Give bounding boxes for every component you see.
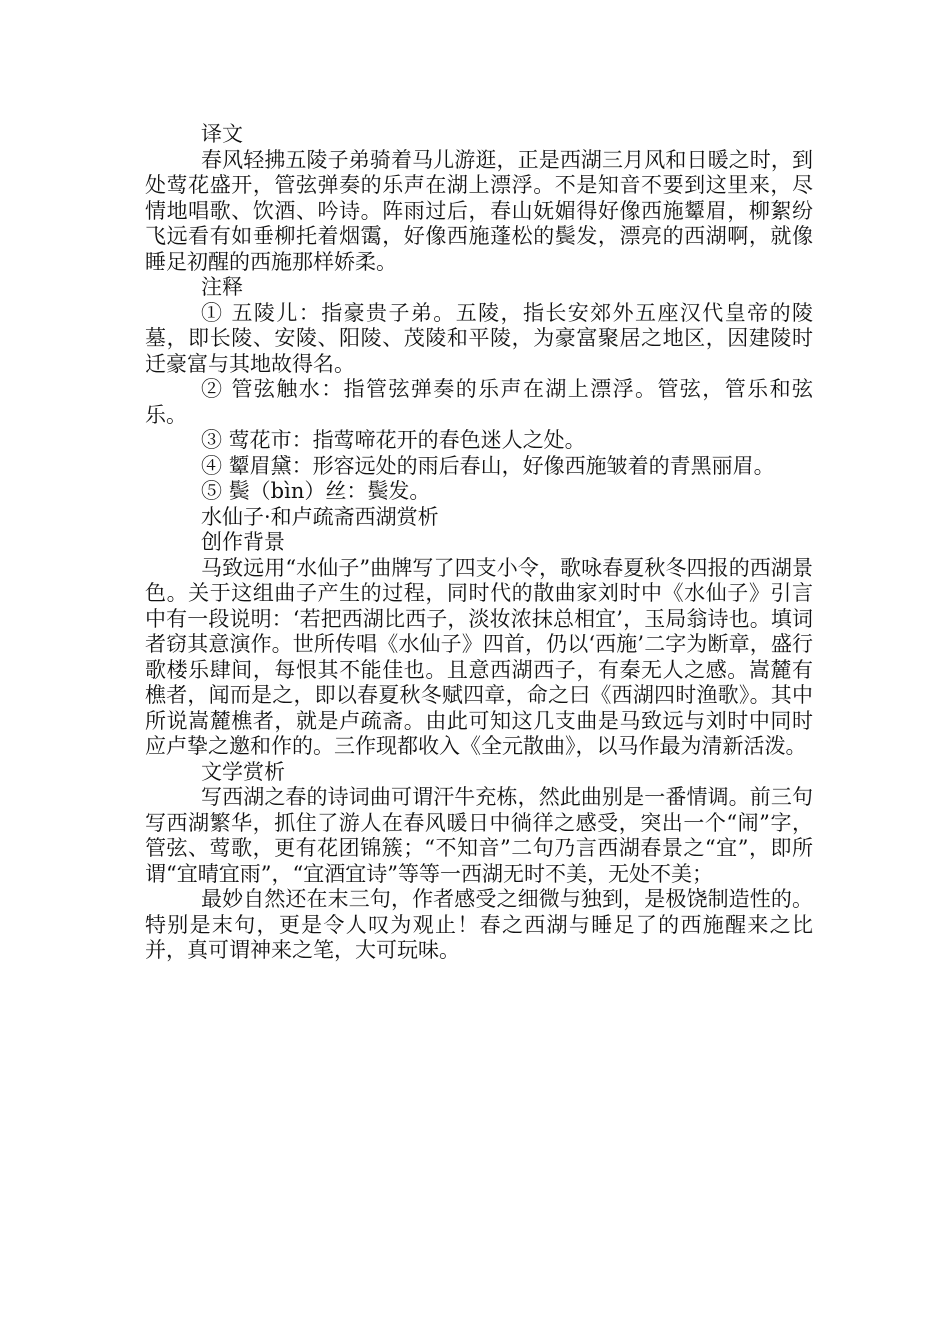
note-item-1: ① 五陵儿：指豪贵子弟。五陵，指长安郊外五座汉代皇帝的陵墓，即长陵、安陵、阳陵、茂陵和平陵，为豪富聚居之地区，因建陵时迁豪富与其地故得名。 (145, 300, 813, 376)
notes-heading: 注释 (201, 275, 243, 299)
literary-heading: 文学赏析 (201, 759, 285, 784)
translation-paragraph: 春风轻拂五陵子弟骑着马儿游逛，正是西湖三月风和日暖之时，到处莺花盛开，管弦弹奏的乐声在湖上漂浮。不是知音不要到这里来，尽情地唱歌、饮酒、吟诗。阵雨过后，春山妩媚得好像西施颦眉，柳絮纷飞远看有如垂柳托着烟霭，好像西施蓬松的鬓发，漂亮的西湖啊，就像睡足初醒的西施那样娇柔。 (145, 147, 813, 274)
note-item-5: ⑤ 鬓（bìn）丝：鬓发。 (201, 479, 431, 503)
note-item-3: ③ 莺花市：指莺啼花开的春色迷人之处。 (201, 428, 586, 452)
document-body (145, 122, 813, 964)
background-heading: 创作背景 (201, 530, 285, 554)
literary-paragraph-1: 写西湖之春的诗词曲可谓汗牛充栋，然此曲别是一番情调。前三句写西湖繁华，抓住了游人在春风暖日中徜徉之感受，突出一个“闹”字，管弦、莺歌，更有花团锦簇；“不知音”二句乃言西湖春景之“宜”，即所谓“宜晴宜雨”，“宜酒宜诗”等等一西湖无时不美，无处不美； (145, 785, 813, 886)
literary-paragraph-2: 最妙自然还在末三句，作者感受之细微与独到，是极饶制造性的。特别是末句，更是令人叹为观止！春之西湖与睡足了的西施醒来之比并，真可谓神来之笔，大可玩味。 (145, 887, 813, 962)
translation-heading: 译文 (201, 122, 243, 146)
background-paragraph: 马致远用“水仙子”曲牌写了四支小令，歌咏春夏秋冬四报的西湖景色。关于这组曲子产生的过程，同时代的散曲家刘时中《水仙子》引言中有一段说明：‘若把西湖比西子，淡妆浓抹总相宜’，玉局翁诗也。填词者窃其意演作。世所传唱《水仙子》四首，仍以‘西施’二字为断章，盛行歌楼乐肆间，每恨其不能佳也。且意西湖西子，有秦无人之感。嵩麓有樵者，闻而是之，即以春夏秋冬赋四章，命之曰《西湖四时渔歌》。其中所说嵩麓樵者，就是卢疏斋。由此可知这几支曲是马致远与刘时中同时应卢挚之邀和作的。三作现都收入《全元散曲》，以马作最为清新活泼。 (145, 555, 813, 758)
note-item-2: ② 管弦触水：指管弦弹奏的乐声在湖上漂浮。管弦，管乐和弦乐。 (145, 377, 813, 427)
note-item-4: ④ 颦眉黛：形容远处的雨后春山，好像西施皱着的青黑丽眉。 (201, 453, 775, 478)
appreciation-title: 水仙子·和卢疏斋西湖赏析 (201, 504, 439, 529)
